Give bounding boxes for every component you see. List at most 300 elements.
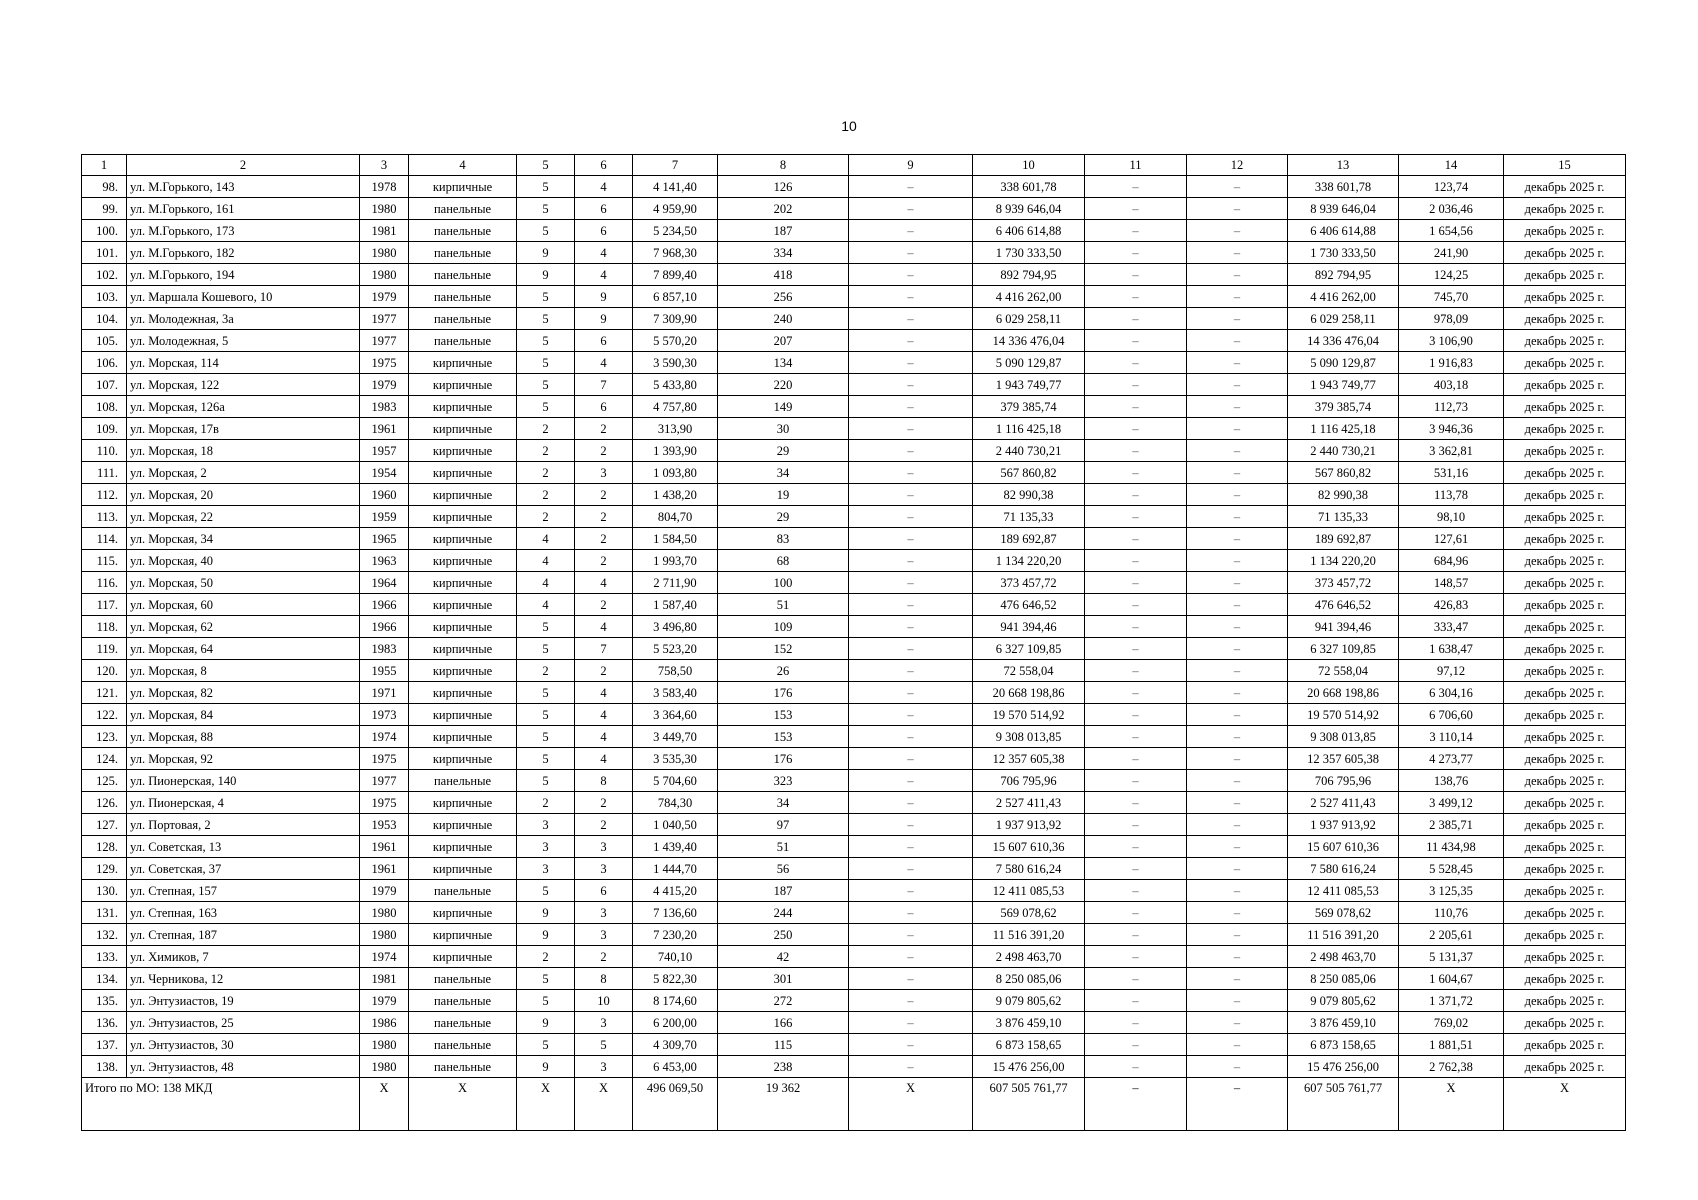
table-cell: – bbox=[849, 572, 973, 594]
table-cell: 3 535,30 bbox=[633, 748, 718, 770]
address-cell: ул. Морская, 82 bbox=[127, 682, 360, 704]
table-cell: 3 bbox=[575, 836, 633, 858]
table-cell: – bbox=[1187, 484, 1288, 506]
table-cell: 5 bbox=[517, 220, 575, 242]
table-cell: – bbox=[1085, 286, 1187, 308]
table-cell: – bbox=[1085, 506, 1187, 528]
table-cell: 7 899,40 bbox=[633, 264, 718, 286]
table-cell: 4 416 262,00 bbox=[1288, 286, 1399, 308]
table-cell: 5 bbox=[517, 176, 575, 198]
table-cell: – bbox=[1187, 528, 1288, 550]
table-cell: кирпичные bbox=[409, 352, 517, 374]
table-cell: 1 040,50 bbox=[633, 814, 718, 836]
table-cell: 4 bbox=[575, 748, 633, 770]
table-cell: 20 668 198,86 bbox=[973, 682, 1085, 704]
table-cell: – bbox=[849, 638, 973, 660]
table-cell: 1965 bbox=[360, 528, 409, 550]
address-cell: ул. Энтузиастов, 19 bbox=[127, 990, 360, 1012]
table-cell: 12 411 085,53 bbox=[1288, 880, 1399, 902]
column-number: 14 bbox=[1399, 155, 1504, 176]
table-cell: декабрь 2025 г. bbox=[1504, 968, 1626, 990]
table-cell: 26 bbox=[718, 660, 849, 682]
table-cell: панельные bbox=[409, 330, 517, 352]
table-row bbox=[82, 550, 1626, 572]
table-cell: – bbox=[1085, 748, 1187, 770]
table-cell: – bbox=[849, 506, 973, 528]
table-row bbox=[82, 374, 1626, 396]
row-number: 129. bbox=[82, 858, 127, 880]
table-cell: 109 bbox=[718, 616, 849, 638]
table-cell: 338 601,78 bbox=[1288, 176, 1399, 198]
table-cell: – bbox=[849, 286, 973, 308]
table-cell: 4 bbox=[575, 616, 633, 638]
table-cell: 5 bbox=[517, 352, 575, 374]
table-cell: 7 136,60 bbox=[633, 902, 718, 924]
table-cell: – bbox=[1187, 748, 1288, 770]
table-cell: кирпичные bbox=[409, 682, 517, 704]
table-cell: 2 527 411,43 bbox=[1288, 792, 1399, 814]
table-cell: декабрь 2025 г. bbox=[1504, 726, 1626, 748]
table-cell: 202 bbox=[718, 198, 849, 220]
table-cell: 11 434,98 bbox=[1399, 836, 1504, 858]
table-cell: – bbox=[849, 1056, 973, 1078]
table-cell: 134 bbox=[718, 352, 849, 374]
table-cell: – bbox=[849, 770, 973, 792]
table-cell: 166 bbox=[718, 1012, 849, 1034]
table-cell: 1 937 913,92 bbox=[973, 814, 1085, 836]
table-cell: 2 bbox=[575, 418, 633, 440]
table-cell: панельные bbox=[409, 968, 517, 990]
table-cell: декабрь 2025 г. bbox=[1504, 902, 1626, 924]
table-cell: декабрь 2025 г. bbox=[1504, 616, 1626, 638]
table-cell: 1980 bbox=[360, 924, 409, 946]
table-cell: – bbox=[1085, 594, 1187, 616]
table-cell: кирпичные bbox=[409, 374, 517, 396]
row-number: 120. bbox=[82, 660, 127, 682]
table-cell: – bbox=[1187, 836, 1288, 858]
table-cell: 706 795,96 bbox=[973, 770, 1085, 792]
table-cell: 1955 bbox=[360, 660, 409, 682]
table-row bbox=[82, 968, 1626, 990]
table-cell: кирпичные bbox=[409, 792, 517, 814]
table-cell: – bbox=[849, 704, 973, 726]
table-cell: 7 bbox=[575, 374, 633, 396]
table-cell: 19 570 514,92 bbox=[973, 704, 1085, 726]
table-cell: 1974 bbox=[360, 946, 409, 968]
page-number: 10 bbox=[841, 118, 857, 134]
table-cell: 2 bbox=[575, 594, 633, 616]
table-cell: 476 646,52 bbox=[1288, 594, 1399, 616]
table-cell: 3 bbox=[517, 814, 575, 836]
table-cell: 6 304,16 bbox=[1399, 682, 1504, 704]
table-cell: – bbox=[849, 924, 973, 946]
table-cell: декабрь 2025 г. bbox=[1504, 990, 1626, 1012]
table-cell: 2 bbox=[517, 946, 575, 968]
table-cell: 12 357 605,38 bbox=[973, 748, 1085, 770]
table-cell: 373 457,72 bbox=[1288, 572, 1399, 594]
table-cell: декабрь 2025 г. bbox=[1504, 198, 1626, 220]
table-cell: 19 570 514,92 bbox=[1288, 704, 1399, 726]
table-cell: 2 bbox=[575, 660, 633, 682]
table-cell: 4 757,80 bbox=[633, 396, 718, 418]
table-cell: 6 bbox=[575, 880, 633, 902]
table-cell: 176 bbox=[718, 748, 849, 770]
table-cell: 138,76 bbox=[1399, 770, 1504, 792]
address-cell: ул. М.Горького, 182 bbox=[127, 242, 360, 264]
table-cell: 1975 bbox=[360, 748, 409, 770]
row-number: 102. bbox=[82, 264, 127, 286]
address-cell: ул. Морская, 20 bbox=[127, 484, 360, 506]
table-cell: 3 bbox=[575, 462, 633, 484]
table-cell: 4 959,90 bbox=[633, 198, 718, 220]
table-cell: 9 bbox=[517, 242, 575, 264]
table-cell: декабрь 2025 г. bbox=[1504, 594, 1626, 616]
table-cell: – bbox=[1085, 462, 1187, 484]
table-cell: 6 029 258,11 bbox=[1288, 308, 1399, 330]
table-cell: 5 bbox=[517, 638, 575, 660]
table-cell: кирпичные bbox=[409, 924, 517, 946]
table-cell: 3 bbox=[517, 836, 575, 858]
table-cell: – bbox=[849, 990, 973, 1012]
table-row bbox=[82, 770, 1626, 792]
table-cell: декабрь 2025 г. bbox=[1504, 440, 1626, 462]
table-cell: 4 bbox=[517, 528, 575, 550]
table-cell: 71 135,33 bbox=[973, 506, 1085, 528]
table-cell: – bbox=[1187, 572, 1288, 594]
row-number: 137. bbox=[82, 1034, 127, 1056]
table-cell: 9 bbox=[517, 264, 575, 286]
table-row bbox=[82, 506, 1626, 528]
table-row bbox=[82, 352, 1626, 374]
table-cell: – bbox=[849, 352, 973, 374]
table-cell: декабрь 2025 г. bbox=[1504, 638, 1626, 660]
table-cell: 6 bbox=[575, 396, 633, 418]
table-cell: 7 230,20 bbox=[633, 924, 718, 946]
table-cell: 1979 bbox=[360, 374, 409, 396]
table-cell: 1964 bbox=[360, 572, 409, 594]
table-cell: кирпичные bbox=[409, 462, 517, 484]
table-cell: 941 394,46 bbox=[1288, 616, 1399, 638]
table-cell: декабрь 2025 г. bbox=[1504, 836, 1626, 858]
table-row bbox=[82, 1056, 1626, 1078]
table-cell: декабрь 2025 г. bbox=[1504, 330, 1626, 352]
table-cell: декабрь 2025 г. bbox=[1504, 374, 1626, 396]
total-cell: X bbox=[849, 1078, 973, 1131]
address-cell: ул. Энтузиастов, 30 bbox=[127, 1034, 360, 1056]
table-cell: 2 036,46 bbox=[1399, 198, 1504, 220]
table-cell: 476 646,52 bbox=[973, 594, 1085, 616]
row-number: 112. bbox=[82, 484, 127, 506]
table-cell: – bbox=[1187, 594, 1288, 616]
table-cell: – bbox=[849, 396, 973, 418]
table-cell: 892 794,95 bbox=[973, 264, 1085, 286]
table-cell: 804,70 bbox=[633, 506, 718, 528]
table-cell: 19 bbox=[718, 484, 849, 506]
total-cell: 607 505 761,77 bbox=[973, 1078, 1085, 1131]
row-number: 138. bbox=[82, 1056, 127, 1078]
table-cell: 1973 bbox=[360, 704, 409, 726]
table-cell: 1974 bbox=[360, 726, 409, 748]
table-cell: – bbox=[1085, 220, 1187, 242]
address-cell: ул. Морская, 50 bbox=[127, 572, 360, 594]
table-cell: – bbox=[1085, 1034, 1187, 1056]
row-number: 131. bbox=[82, 902, 127, 924]
table-cell: 72 558,04 bbox=[973, 660, 1085, 682]
table-cell: 1957 bbox=[360, 440, 409, 462]
table-cell: 127,61 bbox=[1399, 528, 1504, 550]
table-cell: 1954 bbox=[360, 462, 409, 484]
table-cell: 97 bbox=[718, 814, 849, 836]
table-cell: 567 860,82 bbox=[1288, 462, 1399, 484]
table-cell: 1 444,70 bbox=[633, 858, 718, 880]
table-cell: – bbox=[1187, 858, 1288, 880]
table-cell: – bbox=[849, 1034, 973, 1056]
table-cell: 1 134 220,20 bbox=[973, 550, 1085, 572]
table-cell: 1980 bbox=[360, 264, 409, 286]
table-cell: 1 881,51 bbox=[1399, 1034, 1504, 1056]
table-cell: – bbox=[1085, 418, 1187, 440]
table-cell: 2 762,38 bbox=[1399, 1056, 1504, 1078]
table-cell: 4 416 262,00 bbox=[973, 286, 1085, 308]
table-cell: 3 bbox=[575, 902, 633, 924]
table-cell: – bbox=[1085, 682, 1187, 704]
table-cell: 1 654,56 bbox=[1399, 220, 1504, 242]
column-number-row bbox=[82, 155, 1626, 176]
table-cell: 5 131,37 bbox=[1399, 946, 1504, 968]
table-cell: 2 bbox=[517, 440, 575, 462]
column-number: 10 bbox=[973, 155, 1085, 176]
row-number: 108. bbox=[82, 396, 127, 418]
table-cell: 301 bbox=[718, 968, 849, 990]
address-cell: ул. Пионерская, 140 bbox=[127, 770, 360, 792]
table-cell: 14 336 476,04 bbox=[1288, 330, 1399, 352]
table-cell: – bbox=[1187, 352, 1288, 374]
table-cell: – bbox=[1085, 242, 1187, 264]
table-cell: 706 795,96 bbox=[1288, 770, 1399, 792]
table-cell: 3 496,80 bbox=[633, 616, 718, 638]
table-cell: 2 385,71 bbox=[1399, 814, 1504, 836]
table-cell: – bbox=[1085, 1012, 1187, 1034]
table-cell: 5 bbox=[575, 1034, 633, 1056]
table-cell: 4 bbox=[575, 264, 633, 286]
table-cell: 56 bbox=[718, 858, 849, 880]
table-cell: 1 943 749,77 bbox=[973, 374, 1085, 396]
address-cell: ул. Молодежная, 3а bbox=[127, 308, 360, 330]
table-cell: 2 498 463,70 bbox=[1288, 946, 1399, 968]
table-cell: – bbox=[849, 330, 973, 352]
table-cell: декабрь 2025 г. bbox=[1504, 220, 1626, 242]
table-cell: 567 860,82 bbox=[973, 462, 1085, 484]
table-cell: 6 bbox=[575, 198, 633, 220]
table-cell: 11 516 391,20 bbox=[973, 924, 1085, 946]
table-cell: 1 730 333,50 bbox=[1288, 242, 1399, 264]
table-row bbox=[82, 198, 1626, 220]
table-cell: 1953 bbox=[360, 814, 409, 836]
table-cell: 4 bbox=[517, 550, 575, 572]
table-cell: 1980 bbox=[360, 1034, 409, 1056]
row-number: 116. bbox=[82, 572, 127, 594]
address-cell: ул. Морская, 17в bbox=[127, 418, 360, 440]
row-number: 100. bbox=[82, 220, 127, 242]
table-cell: 15 607 610,36 bbox=[1288, 836, 1399, 858]
table-cell: 4 bbox=[517, 572, 575, 594]
table-cell: 29 bbox=[718, 440, 849, 462]
row-number: 106. bbox=[82, 352, 127, 374]
table-cell: 1980 bbox=[360, 902, 409, 924]
table-cell: 83 bbox=[718, 528, 849, 550]
table-row bbox=[82, 286, 1626, 308]
table-cell: кирпичные bbox=[409, 638, 517, 660]
table-cell: 5 bbox=[517, 770, 575, 792]
table-cell: 5 822,30 bbox=[633, 968, 718, 990]
table-cell: 769,02 bbox=[1399, 1012, 1504, 1034]
table-cell: кирпичные bbox=[409, 858, 517, 880]
table-cell: – bbox=[849, 1012, 973, 1034]
table-cell: – bbox=[1187, 1034, 1288, 1056]
table-cell: 684,96 bbox=[1399, 550, 1504, 572]
table-cell: 1 439,40 bbox=[633, 836, 718, 858]
table-cell: – bbox=[1187, 704, 1288, 726]
table-cell: декабрь 2025 г. bbox=[1504, 462, 1626, 484]
table-cell: 9 308 013,85 bbox=[973, 726, 1085, 748]
row-number: 119. bbox=[82, 638, 127, 660]
table-cell: – bbox=[1187, 1056, 1288, 1078]
table-cell: 5 bbox=[517, 308, 575, 330]
table-cell: – bbox=[849, 814, 973, 836]
table-cell: 1961 bbox=[360, 858, 409, 880]
address-cell: ул. Морская, 8 bbox=[127, 660, 360, 682]
table-row bbox=[82, 616, 1626, 638]
table-cell: кирпичные bbox=[409, 176, 517, 198]
table-cell: кирпичные bbox=[409, 594, 517, 616]
row-number: 110. bbox=[82, 440, 127, 462]
table-cell: – bbox=[1085, 770, 1187, 792]
table-cell: 1978 bbox=[360, 176, 409, 198]
table-cell: – bbox=[849, 792, 973, 814]
table-cell: – bbox=[1085, 616, 1187, 638]
table-cell: 6 bbox=[575, 330, 633, 352]
table-cell: – bbox=[1187, 198, 1288, 220]
address-cell: ул. Морская, 64 bbox=[127, 638, 360, 660]
table-cell: 1975 bbox=[360, 352, 409, 374]
table-cell: – bbox=[1085, 528, 1187, 550]
table-cell: – bbox=[1085, 440, 1187, 462]
table-cell: 2 bbox=[575, 946, 633, 968]
table-cell: декабрь 2025 г. bbox=[1504, 264, 1626, 286]
table-cell: 1 116 425,18 bbox=[1288, 418, 1399, 440]
table-cell: кирпичные bbox=[409, 660, 517, 682]
table-cell: 2 498 463,70 bbox=[973, 946, 1085, 968]
address-cell: ул. М.Горького, 173 bbox=[127, 220, 360, 242]
table-cell: 6 bbox=[575, 220, 633, 242]
table-cell: 2 bbox=[575, 506, 633, 528]
table-row bbox=[82, 990, 1626, 1012]
table-row bbox=[82, 726, 1626, 748]
table-cell: декабрь 2025 г. bbox=[1504, 748, 1626, 770]
table-cell: 6 406 614,88 bbox=[973, 220, 1085, 242]
table-cell: – bbox=[1187, 286, 1288, 308]
table-cell: 1971 bbox=[360, 682, 409, 704]
row-number: 107. bbox=[82, 374, 127, 396]
table-cell: 97,12 bbox=[1399, 660, 1504, 682]
table-cell: панельные bbox=[409, 990, 517, 1012]
table-cell: – bbox=[1085, 946, 1187, 968]
table-cell: 2 bbox=[575, 484, 633, 506]
table-cell: 3 bbox=[575, 858, 633, 880]
row-number: 133. bbox=[82, 946, 127, 968]
row-number: 136. bbox=[82, 1012, 127, 1034]
table-cell: 5 bbox=[517, 330, 575, 352]
table-cell: 123,74 bbox=[1399, 176, 1504, 198]
table-cell: – bbox=[849, 968, 973, 990]
table-cell: декабрь 2025 г. bbox=[1504, 484, 1626, 506]
table-cell: 740,10 bbox=[633, 946, 718, 968]
table-cell: 6 873 158,65 bbox=[1288, 1034, 1399, 1056]
table-row bbox=[82, 1034, 1626, 1056]
table-cell: – bbox=[1085, 990, 1187, 1012]
table-cell: 34 bbox=[718, 792, 849, 814]
table-cell: – bbox=[1187, 550, 1288, 572]
table-cell: – bbox=[1085, 264, 1187, 286]
table-cell: 6 873 158,65 bbox=[973, 1034, 1085, 1056]
table-cell: 1 937 913,92 bbox=[1288, 814, 1399, 836]
table-cell: – bbox=[849, 946, 973, 968]
table-cell: – bbox=[1187, 792, 1288, 814]
table-row bbox=[82, 176, 1626, 198]
table-cell: панельные bbox=[409, 770, 517, 792]
table-cell: 240 bbox=[718, 308, 849, 330]
table-cell: – bbox=[1187, 968, 1288, 990]
table-cell: 1983 bbox=[360, 638, 409, 660]
table-cell: декабрь 2025 г. bbox=[1504, 924, 1626, 946]
total-cell: – bbox=[1085, 1078, 1187, 1131]
table-cell: 9 308 013,85 bbox=[1288, 726, 1399, 748]
table-cell: 176 bbox=[718, 682, 849, 704]
table-cell: – bbox=[849, 880, 973, 902]
table-row bbox=[82, 308, 1626, 330]
table-cell: 569 078,62 bbox=[1288, 902, 1399, 924]
table-cell: 3 499,12 bbox=[1399, 792, 1504, 814]
address-cell: ул. Морская, 60 bbox=[127, 594, 360, 616]
table-cell: декабрь 2025 г. bbox=[1504, 418, 1626, 440]
table-cell: – bbox=[849, 528, 973, 550]
table-cell: – bbox=[849, 550, 973, 572]
table-cell: 238 bbox=[718, 1056, 849, 1078]
table-cell: – bbox=[1187, 880, 1288, 902]
table-cell: – bbox=[1085, 792, 1187, 814]
table-cell: декабрь 2025 г. bbox=[1504, 396, 1626, 418]
table-cell: 1 943 749,77 bbox=[1288, 374, 1399, 396]
table-row bbox=[82, 440, 1626, 462]
table-cell: – bbox=[1187, 242, 1288, 264]
table-cell: – bbox=[849, 836, 973, 858]
table-cell: 8 939 646,04 bbox=[973, 198, 1085, 220]
table-cell: 5 bbox=[517, 396, 575, 418]
table-cell: – bbox=[1187, 176, 1288, 198]
table-cell: 978,09 bbox=[1399, 308, 1504, 330]
table-cell: – bbox=[849, 198, 973, 220]
table-cell: – bbox=[849, 902, 973, 924]
table-cell: 5 bbox=[517, 198, 575, 220]
row-number: 126. bbox=[82, 792, 127, 814]
table-cell: 3 876 459,10 bbox=[973, 1012, 1085, 1034]
table-cell: 3 364,60 bbox=[633, 704, 718, 726]
table-cell: 8 250 085,06 bbox=[1288, 968, 1399, 990]
address-cell: ул. Морская, 62 bbox=[127, 616, 360, 638]
table-cell: 8 250 085,06 bbox=[973, 968, 1085, 990]
table-cell: 6 706,60 bbox=[1399, 704, 1504, 726]
table-cell: 1966 bbox=[360, 616, 409, 638]
